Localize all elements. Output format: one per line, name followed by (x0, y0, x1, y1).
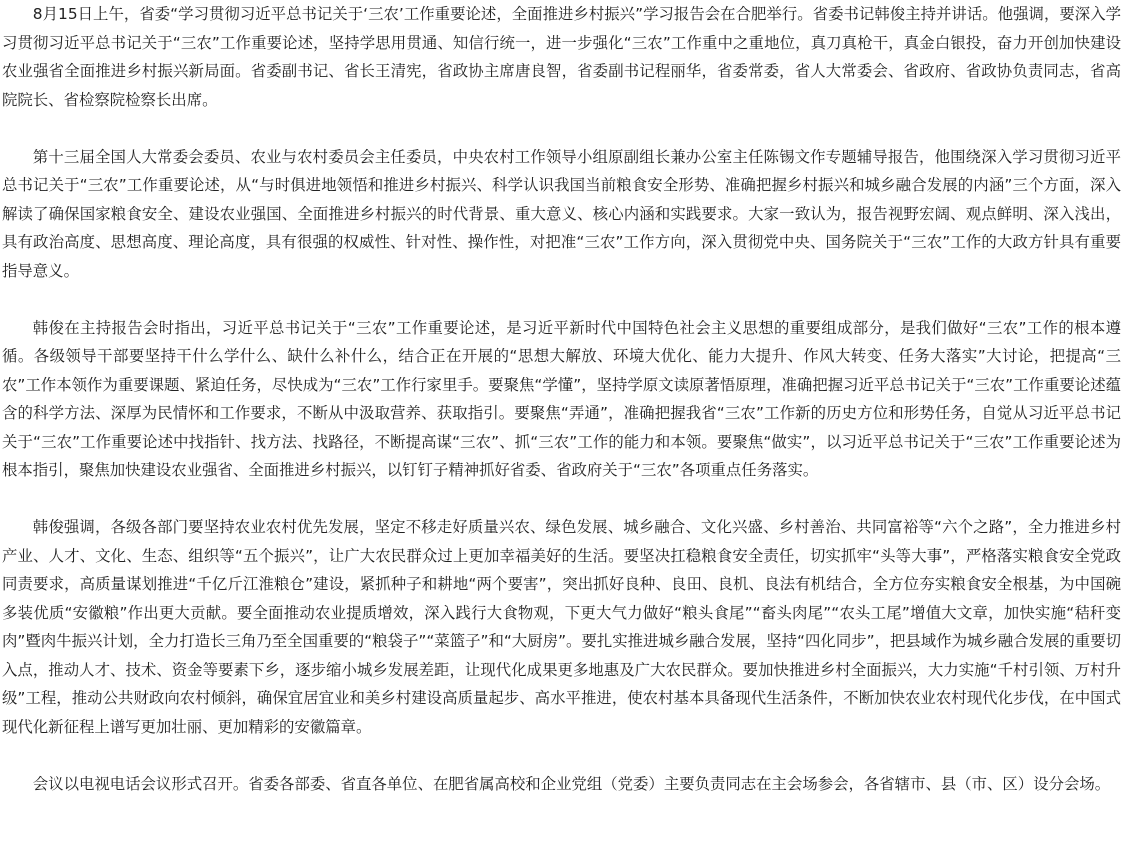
paragraph-meeting-intro: 8月15日上午，省委“学习贯彻习近平总书记关于‘三农’工作重要论述，全面推进乡村振兴”学习报告会在合肥举行。省委书记韩俊主持并讲话。他强调，要深入学习贯彻习近平总书记关于“三农”工作重要论述，坚持学思用贯通、知信行统一，进一步强化“三农”工作重中之重地位，真刀真枪干，真金白银投，奋力开创加快建设农业强省全面推进乡村振兴新局面。省委副书记、省长王清宪，省政协主席唐良智，省委副书记程丽华，省委常委，省人大常委会、省政府、省政协负责同志，省高院院长、省检察院检察长出席。 (2, 5, 1121, 109)
paragraph-meeting-format: 会议以电视电话会议形式召开。省委各部委、省直各单位、在肥省属高校和企业党组（党委）主要负责同志在主会场参会，各省辖市、县（市、区）设分会场。 (32, 774, 1111, 793)
paragraph-emphasis: 韩俊强调，各级各部门要坚持农业农村优先发展，坚定不移走好质量兴农、绿色发展、城乡融合、文化兴盛、乡村善治、共同富裕等“六个之路”，全力推进乡村产业、人才、文化、生态、组织等“五个振兴”，让广大农民群众过上更加幸福美好的生活。要坚决扛稳粮食安全责任，切实抓牢“头等大事”，严格落实粮食安全党政同责要求，高质量谋划推进“千亿斤江淮粮仓”建设，紧抓种子和耕地“两个要害”，突出抓好良种、良田、良机、良法有机结合，全方位夯实粮食安全根基，为中国碗多装优质“安徽粮”作出更大贡献。要全面推动农业提质增效，深入践行大食物观，下更大气力做好“粮头食尾”“畜头肉尾”“农头工尾”增值大文章，加快实施“秸秆变肉”暨肉牛振兴计划，全力打造长三角乃至全国重要的“粮袋子”“菜篮子”和“大厨房”。要扎实推进城乡融合发展，坚持“四化同步”，把县域作为城乡融合发展的重要切入点，推动人才、技术、资金等要素下乡，逐步缩小城乡发展差距，让现代化成果更多地惠及广大农民群众。要加快推进乡村全面振兴，大力实施“千村引领、万村升级”工程，推动公共财政向农村倾斜，确保宜居宜业和美乡村建设高质量起步、高水平推进，使农村基本具备现代生活条件，不断加快农业农村现代化步伐，在中国式现代化新征程上谱写更加壮丽、更加精彩的安徽篇章。 (2, 518, 1121, 736)
paragraph-special-report: 第十三届全国人大常委会委员、农业与农村委员会主任委员，中央农村工作领导小组原副组长兼办公室主任陈锡文作专题辅导报告，他围绕深入学习贯彻习近平总书记关于“三农”工作重要论述，从“与时俱进地领悟和推进乡村振兴、科学认识我国当前粮食安全形势、准确把握乡村振兴和城乡融合发展的内涵”三个方面，深入解读了确保国家粮食安全、建设农业强国、全面推进乡村振兴的时代背景、重大意义、核心内涵和实践要求。大家一致认为，报告视野宏阔、观点鲜明、深入浅出，具有政治高度、思想高度、理论高度，具有很强的权威性、针对性、操作性，对把准“三农”工作方向，深入贯彻党中央、国务院关于“三农”工作的大政方针具有重要指导意义。 (2, 147, 1121, 280)
paragraph-hosting-remarks: 韩俊在主持报告会时指出，习近平总书记关于“三农”工作重要论述，是习近平新时代中国特色社会主义思想的重要组成部分，是我们做好“三农”工作的根本遵循。各级领导干部要坚持干什么学什么、缺什么补什么，结合正在开展的“思想大解放、环境大优化、能力大提升、作风大转变、任务大落实”大讨论，把提高“三农”工作本领作为重要课题、紧迫任务，尽快成为“三农”工作行家里手。要聚焦“学懂”，坚持学原文读原著悟原理，准确把握习近平总书记关于“三农”工作重要论述蕴含的科学方法、深厚为民情怀和工作要求，不断从中汲取营养、获取指引。要聚焦“弄通”，准确把握我省“三农”工作新的历史方位和形势任务，自觉从习近平总书记关于“三农”工作重要论述中找指针、找方法、找路径，不断提高谋“三农”、抓“三农”工作的能力和本领。要聚焦“做实”，以习近平总书记关于“三农”工作重要论述为根本指引，聚焦加快建设农业强省、全面推进乡村振兴，以钉钉子精神抓好省委、省政府关于“三农”各项重点任务落实。 (2, 318, 1121, 479)
